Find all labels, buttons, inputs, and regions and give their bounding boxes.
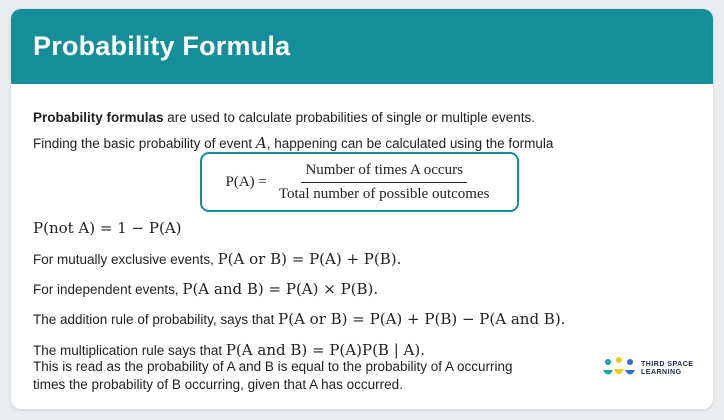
independent-prefix: For independent events,	[33, 282, 183, 297]
page-title: Probability Formula	[33, 31, 291, 61]
addition-prefix: The addition rule of probability, says that	[33, 312, 279, 327]
title-banner	[11, 9, 713, 84]
read-as-line-2: times the probability of B occurring, given that A has occurred.	[33, 377, 403, 392]
formula-numerator: Number of times A occurs	[301, 162, 466, 183]
logo-icon	[602, 357, 636, 381]
mutually-formula: P(A or B) = P(A) + P(B).	[217, 250, 402, 268]
intro-bold-term: Probability formulas	[33, 110, 164, 125]
addition-rule	[33, 310, 565, 328]
mutually-exclusive-rule	[33, 250, 401, 268]
third-space-learning-logo	[602, 357, 706, 381]
basic-suffix: , happening can be calculated using the formula	[266, 136, 554, 151]
read-as-line-1: This is read as the probability of A and B is equal to the probability of A occurring	[33, 359, 513, 374]
independent-formula: P(A and B) = P(A) × P(B).	[182, 280, 379, 298]
multiplication-rule	[33, 341, 425, 359]
multiplication-prefix: The multiplication rule says that	[33, 343, 226, 358]
independent-rule	[33, 280, 378, 298]
basic-prefix: Finding the basic probability of event	[33, 136, 256, 151]
multiplication-formula: P(A and B) = P(A)P(B | A).	[225, 341, 425, 359]
mutually-prefix: For mutually exclusive events,	[33, 252, 218, 267]
content-card	[11, 9, 713, 409]
formula-fraction	[275, 162, 494, 203]
intro-paragraph	[33, 110, 535, 125]
intro-text: are used to calculate probabilities of single or multiple events.	[163, 110, 535, 125]
probability-formula-box	[200, 152, 519, 212]
basic-probability-text	[33, 134, 553, 152]
formula-denominator: Total number of possible outcomes	[278, 185, 490, 202]
logo-wordmark	[641, 361, 693, 377]
logo-line-1: THIRD SPACE	[641, 361, 694, 368]
event-variable: A	[255, 134, 267, 152]
complement-rule: P(not A) = 1 − P(A)	[33, 219, 182, 237]
formula-lhs: P(A) =	[225, 173, 267, 190]
addition-formula: P(A or B) = P(A) + P(B) − P(A and B).	[278, 310, 566, 328]
logo-line-2: LEARNING	[641, 369, 682, 376]
